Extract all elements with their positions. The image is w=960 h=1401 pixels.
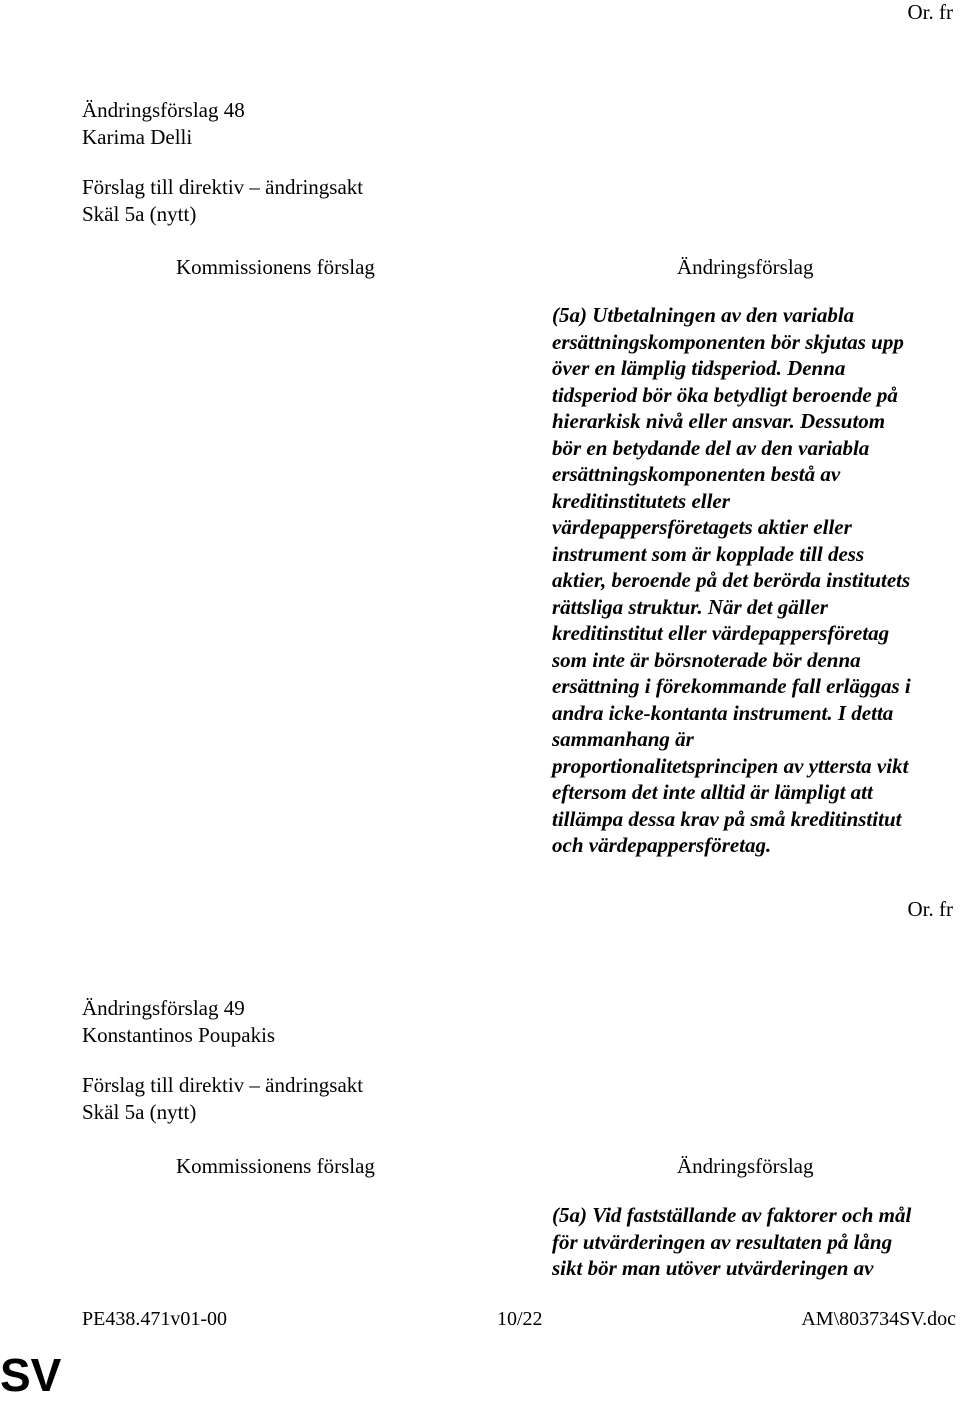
amendment-text-line: för utvärderingen av resultaten på lång [552, 1229, 893, 1254]
amendment-text-line: kreditinstitut eller värdepappersföretag [552, 621, 890, 645]
amendment-48-title: Ändringsförslag 48 [82, 98, 245, 122]
amendment-48-recital: Skäl 5a (nytt) [82, 202, 197, 226]
amendment-text-line: och värdepappersföretag. [552, 833, 772, 857]
amendment-text-line: hierarkisk nivå eller ansvar. Dessutom [552, 409, 886, 433]
amendment-text-line: som inte är börsnoterade bör denna [552, 647, 861, 672]
amendment-text-line: instrument som är kopplade till dess [552, 541, 865, 566]
amendment-text-line: ersättningskomponenten bestå av [552, 462, 841, 486]
footer-file-reference: AM\803734SV.doc [801, 1308, 956, 1330]
amendment-49-amendment-label: Ändringsförslag [677, 1154, 814, 1178]
amendment-text-line: (5a) Vid fastställande av faktorer och mål [552, 1203, 912, 1227]
amendment-text-line: tillämpa dessa krav på små kreditinstitut [552, 806, 902, 831]
amendment-49-text [552, 1202, 952, 1282]
amendment-text-line: aktier, beroende på det berörda institutets [552, 568, 911, 592]
amendment-text-line: ersättning i förekommande fall erläggas i [552, 674, 911, 698]
amendment-49-author: Konstantinos Poupakis [82, 1023, 276, 1047]
amendment-48-commission-proposal-label: Kommissionens förslag [176, 255, 375, 279]
amendment-49-commission-proposal-label: Kommissionens förslag [176, 1154, 375, 1178]
amendment-text-line: andra icke-kontanta instrument. I detta [552, 700, 894, 725]
amendment-text-line: eftersom det inte alltid är lämpligt att [552, 780, 873, 804]
amendment-48-proposal-type: Förslag till direktiv – ändringsakt [82, 175, 364, 199]
amendment-48-amendment-label: Ändringsförslag [677, 255, 814, 279]
amendment-text-line: kreditinstitutets eller [552, 488, 730, 513]
amendment-49-proposal-type: Förslag till direktiv – ändringsakt [82, 1073, 364, 1097]
language-code-mark: SV [0, 1349, 62, 1401]
amendment-48-author: Karima Delli [82, 125, 193, 149]
amendment-text-line: rättsliga struktur. När det gäller [552, 594, 828, 619]
amendment-49-recital: Skäl 5a (nytt) [82, 1100, 197, 1124]
footer-document-reference: PE438.471v01-00 [82, 1308, 227, 1330]
amendment-text-line: (5a) Utbetalningen av den variabla [552, 303, 855, 327]
amendment-text-line: sikt bör man utöver utvärderingen av [552, 1256, 874, 1280]
amendment-text-line: värdepappersföretagets aktier eller [552, 515, 852, 539]
footer-page-number: 10/22 [497, 1308, 543, 1330]
amendment-text-line: sammanhang är [552, 727, 694, 751]
amendment-text-line: ersättningskomponenten bör skjutas upp [552, 329, 904, 354]
amendment-48-language-reference: Or. fr [907, 897, 953, 921]
amendment-text-line: proportionalitetsprincipen av yttersta vikt [552, 753, 909, 778]
amendment-text-line: bör en betydande del av den variabla [552, 435, 870, 460]
amendment-text-line: över en lämplig tidsperiod. Denna [552, 356, 846, 380]
amendment-48-text [552, 302, 952, 859]
amendment-49-title: Ändringsförslag 49 [82, 996, 245, 1020]
language-reference-top: Or. fr [907, 0, 953, 24]
amendment-text-line: tidsperiod bör öka betydligt beroende på [552, 382, 898, 407]
